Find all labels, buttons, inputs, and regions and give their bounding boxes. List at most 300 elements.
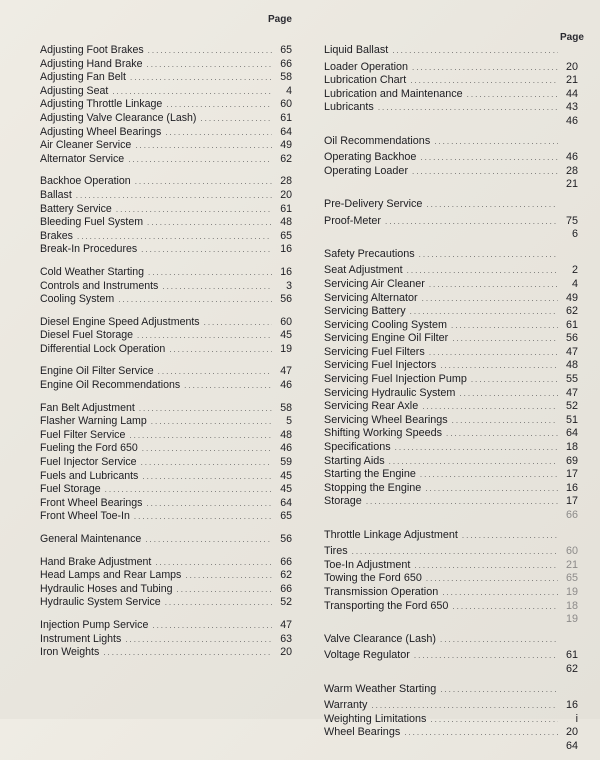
leader-dots [410, 305, 558, 319]
index-entry-page-number: 52 [280, 596, 292, 609]
index-entry-page-number: 47 [280, 618, 292, 631]
index-entry-title: Warranty [324, 699, 368, 712]
index-entry-page-number: 65 [280, 44, 292, 56]
index-entry-title: Valve Clearance (Lash) [324, 632, 437, 645]
index-entry-page-number: i [575, 712, 578, 725]
index-entry-title: Servicing Fuel Injection Pump [324, 373, 467, 386]
index-entry-page-number: 19 [565, 585, 578, 598]
page-column-header-left: Page [268, 14, 292, 25]
index-entry-title: Pre-Delivery Service [324, 197, 423, 210]
index-entry-page-number: 18 [565, 599, 578, 612]
index-group [40, 316, 292, 357]
index-entry [40, 189, 292, 203]
leader-dots [440, 359, 558, 373]
index-entry [40, 153, 292, 167]
leader-dots [135, 175, 272, 189]
index-entry-title: Servicing Wheel Bearings [324, 413, 448, 426]
leader-dots [135, 139, 272, 153]
index-entry [40, 456, 292, 470]
leader-dots [440, 633, 558, 647]
index-entry-page-number: 2 [571, 264, 578, 277]
index-group [324, 529, 578, 624]
index-entry-page-number: 46 [565, 151, 578, 164]
leader-dots [158, 365, 272, 379]
index-entry-page-number: 56 [565, 332, 578, 345]
leader-dots [177, 583, 273, 597]
leader-dots [147, 216, 272, 230]
leader-dots [151, 415, 272, 429]
index-entry-title: Engine Oil Filter Service [40, 365, 154, 378]
index-entry [40, 230, 292, 244]
leader-dots [112, 85, 272, 99]
index-entry-page-number: 55 [565, 373, 578, 386]
index-entry-title: Controls and Instruments [40, 279, 159, 292]
leader-dots [366, 495, 558, 509]
index-entry-page-number: 69 [565, 454, 578, 467]
index-group [324, 248, 578, 520]
index-entry-page-number: 17 [565, 468, 578, 481]
index-group [324, 44, 578, 126]
index-entry-title: Servicing Hydraulic System [324, 386, 456, 399]
leader-dots [200, 112, 272, 126]
leader-dots [414, 649, 558, 663]
index-entry-title: Engine Oil Recommendations [40, 379, 181, 392]
index-entry-page-number: 58 [280, 71, 292, 84]
index-entry [40, 216, 292, 230]
leader-dots [129, 429, 272, 443]
index-entry-title: Fuel Injector Service [40, 456, 137, 469]
index-entry [324, 465, 578, 479]
index-entry [40, 329, 292, 343]
leader-dots [451, 319, 558, 333]
index-entry-page-number: 16 [280, 265, 292, 278]
index-entry-page-number: 20 [280, 188, 292, 201]
index-entry-page-number: 65 [280, 510, 292, 523]
index-entry [324, 98, 578, 112]
leader-dots [142, 442, 272, 456]
index-entry-title: Fuel Filter Service [40, 428, 126, 441]
index-entry-title: Alternator Service [40, 152, 125, 165]
leader-dots [467, 88, 558, 102]
index-entry [40, 112, 292, 126]
index-group [324, 683, 578, 751]
leader-dots [434, 135, 558, 149]
index-entry-page-number: 16 [280, 243, 292, 256]
leader-dots [103, 646, 272, 660]
index-entry [40, 280, 292, 294]
index-entry-page-number: 49 [565, 291, 578, 304]
index-entry [324, 542, 578, 556]
index-entry-title: Adjusting Foot Brakes [40, 44, 144, 56]
leader-dots [404, 726, 558, 740]
index-entry-page-number: 6 [571, 228, 578, 241]
index-entry-page-number: 62 [565, 305, 578, 318]
leader-dots [352, 545, 558, 559]
index-entry [40, 175, 292, 189]
index-entry-title: Injection Pump Service [40, 618, 149, 631]
index-entry-title: Loader Operation [324, 60, 409, 73]
index-group [40, 175, 292, 257]
index-group [324, 198, 578, 239]
leader-dots [77, 230, 272, 244]
index-entry-title: Break-In Procedures [40, 243, 138, 256]
index-entry-title: Diesel Engine Speed Adjustments [40, 315, 200, 328]
index-entry-page-number: 65 [565, 572, 578, 585]
index-entry-title: Bleeding Fuel System [40, 216, 144, 229]
index-entry-title: Servicing Alternator [324, 291, 418, 304]
leader-dots [430, 713, 558, 727]
leader-dots [116, 203, 272, 217]
index-entry [324, 452, 578, 466]
leader-dots [385, 215, 558, 229]
index-entry [324, 343, 578, 357]
index-entry-title: Adjusting Throttle Linkage [40, 98, 163, 111]
index-entry-page-number: 61 [565, 318, 578, 331]
index-entry [40, 510, 292, 524]
leader-dots [162, 280, 272, 294]
index-entry-title: Lubricants [324, 101, 374, 114]
index-entry-page-number: 28 [280, 175, 292, 188]
index-entry-page-number: 63 [280, 632, 292, 645]
index-entry-title: Adjusting Hand Brake [40, 57, 143, 70]
leader-dots [422, 292, 558, 306]
index-entry-page-number: 62 [280, 152, 292, 165]
leader-dots [125, 633, 272, 647]
index-entry [40, 266, 292, 280]
index-group [40, 365, 292, 392]
index-entry [40, 44, 292, 58]
index-entry-title: Head Lamps and Rear Lamps [40, 569, 182, 582]
leader-dots [422, 400, 558, 414]
leader-dots [165, 126, 272, 140]
index-entry-page-number: 48 [565, 359, 578, 372]
index-entry-title: Ballast [40, 188, 72, 201]
index-entry-page-number: 21 [565, 74, 578, 87]
index-entry [324, 71, 578, 85]
index-entry-title: Liquid Ballast [324, 44, 389, 56]
leader-dots [148, 266, 272, 280]
index-entry-page-number: 21 [565, 178, 578, 191]
index-entry-page-number: 60 [565, 545, 578, 558]
index-entry-title: Storage [324, 495, 362, 508]
leader-dots [414, 559, 558, 573]
index-entry-page-number: 44 [565, 87, 578, 100]
leader-dots [148, 44, 272, 58]
index-entry-title: Lubrication Chart [324, 74, 407, 87]
index-entry-title: Weighting Limitations [324, 712, 427, 725]
index-entry-title: Fuels and Lubricants [40, 469, 139, 482]
index-entry-title: Servicing Rear Axle [324, 400, 419, 413]
index-entry-page-number: 21 [565, 558, 578, 571]
index-entry-page-number: 16 [565, 699, 578, 712]
leader-dots [452, 414, 558, 428]
index-column-left [40, 44, 292, 669]
index-entry [324, 683, 578, 697]
leader-dots [142, 470, 272, 484]
index-entry [324, 723, 578, 737]
index-entry-page-number: 64 [565, 427, 578, 440]
index-entry-page-number: 61 [280, 111, 292, 124]
index-entry-title: Transporting the Ford 650 [324, 599, 449, 612]
index-entry-title: Adjusting Fan Belt [40, 71, 126, 84]
index-entry-title: Safety Precautions [324, 247, 415, 260]
index-group [40, 556, 292, 610]
index-entry [40, 85, 292, 99]
index-entry-title: Proof-Meter [324, 214, 381, 227]
leader-dots [426, 198, 558, 212]
leader-dots [389, 455, 558, 469]
index-entry-title: Throttle Linkage Adjustment [324, 528, 458, 541]
index-entry-page-number: 5 [286, 415, 292, 428]
index-entry-page-number: 66 [280, 582, 292, 595]
index-entry [40, 483, 292, 497]
index-entry [40, 58, 292, 72]
index-entry-page-number: 61 [565, 649, 578, 662]
index-entry-page-number: 62 [565, 662, 578, 675]
leader-dots [165, 596, 272, 610]
index-entry [324, 212, 578, 226]
index-entry [40, 203, 292, 217]
leader-dots [425, 482, 558, 496]
index-entry-page-number: 20 [565, 726, 578, 739]
index-entry-title: Diesel Fuel Storage [40, 329, 134, 342]
index-entry-title: Servicing Battery [324, 305, 406, 318]
index-entry-page-number: 47 [280, 365, 292, 378]
index-entry-page-number: 45 [280, 469, 292, 482]
index-group [324, 633, 578, 674]
leader-dots [412, 61, 558, 75]
index-entry-title: Instrument Lights [40, 632, 122, 645]
index-entry-page-number: 48 [280, 428, 292, 441]
leader-dots [145, 533, 272, 547]
index-entry-page-number: 52 [565, 400, 578, 413]
index-entry [324, 370, 578, 384]
index-entry-title: Adjusting Valve Clearance (Lash) [40, 111, 197, 124]
index-entry-title: Cooling System [40, 293, 115, 306]
index-entry [324, 58, 578, 72]
index-entry [324, 633, 578, 647]
index-entry-title: Seat Adjustment [324, 264, 403, 277]
index-entry-title: Shifting Working Speeds [324, 427, 443, 440]
index-entry [324, 316, 578, 330]
leader-dots [204, 316, 272, 330]
index-entry-title: Adjusting Wheel Bearings [40, 125, 162, 138]
index-entry [40, 98, 292, 112]
index-entry-title: Fueling the Ford 650 [40, 442, 138, 455]
leader-dots [412, 165, 558, 179]
index-entry-page-number: 60 [280, 98, 292, 111]
index-entry [40, 316, 292, 330]
leader-dots [419, 248, 558, 262]
index-entry-page-number: 56 [280, 293, 292, 306]
index-entry-title: Hydraulic System Service [40, 596, 161, 609]
leader-dots [420, 468, 558, 482]
index-entry-page-number: 64 [565, 739, 578, 752]
index-entry-page-number: 47 [565, 345, 578, 358]
index-entry-title: Specifications [324, 441, 391, 454]
index-entry [324, 710, 578, 724]
index-entry-title: Air Cleaner Service [40, 139, 132, 152]
index-entry [40, 556, 292, 570]
index-entry-title: Towing the Ford 650 [324, 572, 422, 585]
index-entry [324, 261, 578, 275]
leader-dots [146, 497, 272, 511]
index-group [40, 533, 292, 547]
index-entry [40, 415, 292, 429]
index-entry-title: Wheel Bearings [324, 726, 401, 739]
index-entry [324, 248, 578, 262]
index-entry-page-number: 4 [286, 84, 292, 97]
leader-dots [146, 58, 272, 72]
leader-dots [185, 569, 272, 583]
index-entry-page-number: 18 [565, 441, 578, 454]
leader-dots [471, 373, 558, 387]
index-entry-title: Iron Weights [40, 646, 100, 659]
index-entry [40, 126, 292, 140]
index-entry-title: Stopping the Engine [324, 481, 422, 494]
index-entry-page-number: 20 [565, 60, 578, 73]
leader-dots [105, 483, 272, 497]
index-entry [324, 479, 578, 493]
index-entry-page-number: 19 [280, 342, 292, 355]
index-entry [324, 438, 578, 452]
index-entry-title: Operating Backhoe [324, 151, 417, 164]
leader-dots [130, 71, 272, 85]
index-entry-page-number: 58 [280, 401, 292, 414]
index-entry [40, 343, 292, 357]
index-entry-page-number: 51 [565, 413, 578, 426]
index-entry-page-number: 45 [280, 329, 292, 342]
index-entry-title: Starting Aids [324, 454, 385, 467]
leader-dots [426, 572, 558, 586]
leader-dots [462, 529, 558, 543]
index-entry-page-number: 3 [286, 279, 292, 292]
index-entry-page-number: 59 [280, 456, 292, 469]
leader-dots [420, 151, 558, 165]
index-entry [324, 44, 578, 58]
index-entry-title: Hand Brake Adjustment [40, 555, 152, 568]
leader-dots [139, 402, 272, 416]
index-entry-page-number: 61 [280, 202, 292, 215]
index-group [40, 402, 292, 524]
index-entry [324, 148, 578, 162]
index-entry-title: Front Wheel Bearings [40, 496, 143, 509]
index-entry [40, 470, 292, 484]
index-entry [40, 402, 292, 416]
index-entry-title: Adjusting Seat [40, 84, 109, 97]
index-entry-title: Transmission Operation [324, 585, 439, 598]
index-entry [40, 243, 292, 257]
index-entry [324, 135, 578, 149]
leader-dots [166, 98, 272, 112]
index-entry [40, 71, 292, 85]
index-entry-page-number: 66 [280, 57, 292, 70]
index-entry-title: Servicing Fuel Injectors [324, 359, 437, 372]
index-entry [40, 619, 292, 633]
leader-dots [134, 510, 272, 524]
leader-dots [429, 346, 558, 360]
index-entry [40, 596, 292, 610]
index-entry-title: Voltage Regulator [324, 649, 410, 662]
index-entry-title: Servicing Cooling System [324, 318, 448, 331]
index-entry-page-number: 4 [571, 277, 578, 290]
index-entry [324, 162, 578, 176]
index-entry-title: Brakes [40, 229, 73, 242]
leader-dots [407, 264, 558, 278]
index-entry [324, 556, 578, 570]
index-entry-title: Battery Service [40, 202, 112, 215]
index-entry [40, 583, 292, 597]
index-entry-page-number: 19 [565, 613, 578, 626]
index-entry-title: Oil Recommendations [324, 134, 431, 147]
index-entry-title: Cold Weather Starting [40, 265, 145, 278]
index-entry-title: Operating Loader [324, 164, 409, 177]
index-entry-page-number: 20 [280, 646, 292, 659]
index-entry [40, 139, 292, 153]
leader-dots [152, 619, 272, 633]
index-entry-page-number: 16 [565, 481, 578, 494]
leader-dots [169, 343, 272, 357]
index-entry-page-number: 49 [280, 139, 292, 152]
leader-dots [410, 74, 558, 88]
leader-dots [446, 427, 558, 441]
index-entry-title: Servicing Engine Oil Filter [324, 332, 449, 345]
index-entry-page-number: 65 [280, 229, 292, 242]
index-entry [324, 289, 578, 303]
index-entry-page-number: 75 [565, 214, 578, 227]
leader-dots [184, 379, 272, 393]
index-entry [40, 429, 292, 443]
index-entry-title: Toe-In Adjustment [324, 558, 411, 571]
leader-dots [452, 600, 558, 614]
index-entry-page-number: 45 [280, 483, 292, 496]
index-entry [324, 85, 578, 99]
index-entry-title: Warm Weather Starting [324, 682, 437, 695]
index-entry-title: Fan Belt Adjustment [40, 401, 135, 414]
index-entry-page-number: 43 [565, 101, 578, 114]
leader-dots [371, 699, 558, 713]
index-entry [324, 302, 578, 316]
leader-dots [378, 101, 558, 115]
index-entry-title: Hydraulic Hoses and Tubing [40, 582, 173, 595]
index-entry [324, 424, 578, 438]
index-entry-title: Backhoe Operation [40, 175, 131, 188]
index-group [324, 135, 578, 189]
index-entry [324, 529, 578, 543]
leader-dots [392, 44, 558, 58]
index-entry-page-number: 66 [280, 555, 292, 568]
leader-dots [459, 387, 558, 401]
index-entry [324, 198, 578, 212]
leader-dots [76, 189, 272, 203]
leader-dots [155, 556, 272, 570]
leader-dots [141, 243, 272, 257]
index-entry-page-number: 64 [280, 496, 292, 509]
index-group [40, 619, 292, 660]
index-entry [40, 293, 292, 307]
index-entry [324, 583, 578, 597]
index-group [40, 266, 292, 307]
index-entry-page-number: 62 [280, 569, 292, 582]
index-entry [40, 569, 292, 583]
index-entry-title: Fuel Storage [40, 483, 101, 496]
index-entry [324, 275, 578, 289]
index-entry-title: Servicing Air Cleaner [324, 277, 425, 290]
index-entry-page-number: 17 [565, 495, 578, 508]
index-column-right [324, 44, 578, 760]
index-entry-title: Servicing Fuel Filters [324, 345, 425, 358]
index-entry [40, 497, 292, 511]
